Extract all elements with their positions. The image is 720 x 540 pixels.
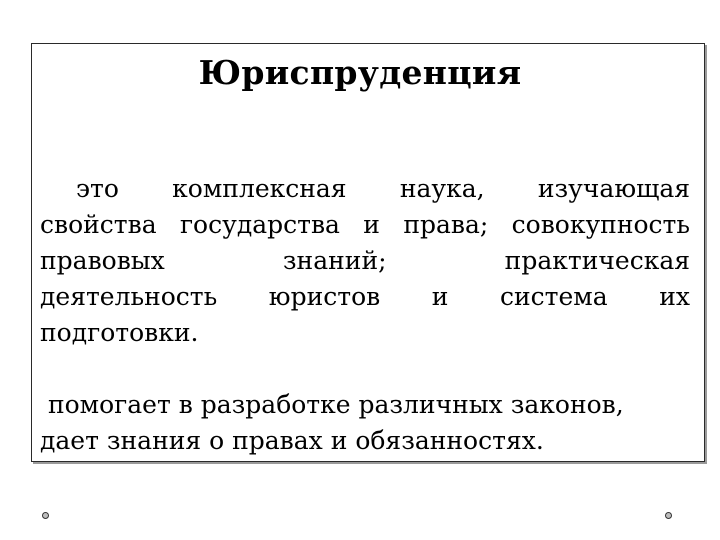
purpose-line-2: дает знания о правах и обязанностях. <box>40 426 544 455</box>
definition-line-4: деятельность юристов и система их <box>40 282 690 311</box>
definition-line-2: свойства государства и права; совокупность <box>40 210 690 239</box>
slide-title: Юриспруденция <box>198 53 522 92</box>
definition-line-3: правовых знаний; практическая <box>40 246 690 275</box>
definition-line-1: это комплексная наука, изучающая <box>76 174 690 203</box>
definition-line-5: подготовки. <box>40 318 199 347</box>
definition-paragraph <box>40 171 690 351</box>
bullet-dot-left <box>42 512 49 519</box>
purpose-paragraph <box>40 387 690 459</box>
purpose-line-1: помогает в разработке различных законов, <box>40 390 624 419</box>
bullet-dot-right <box>665 512 672 519</box>
